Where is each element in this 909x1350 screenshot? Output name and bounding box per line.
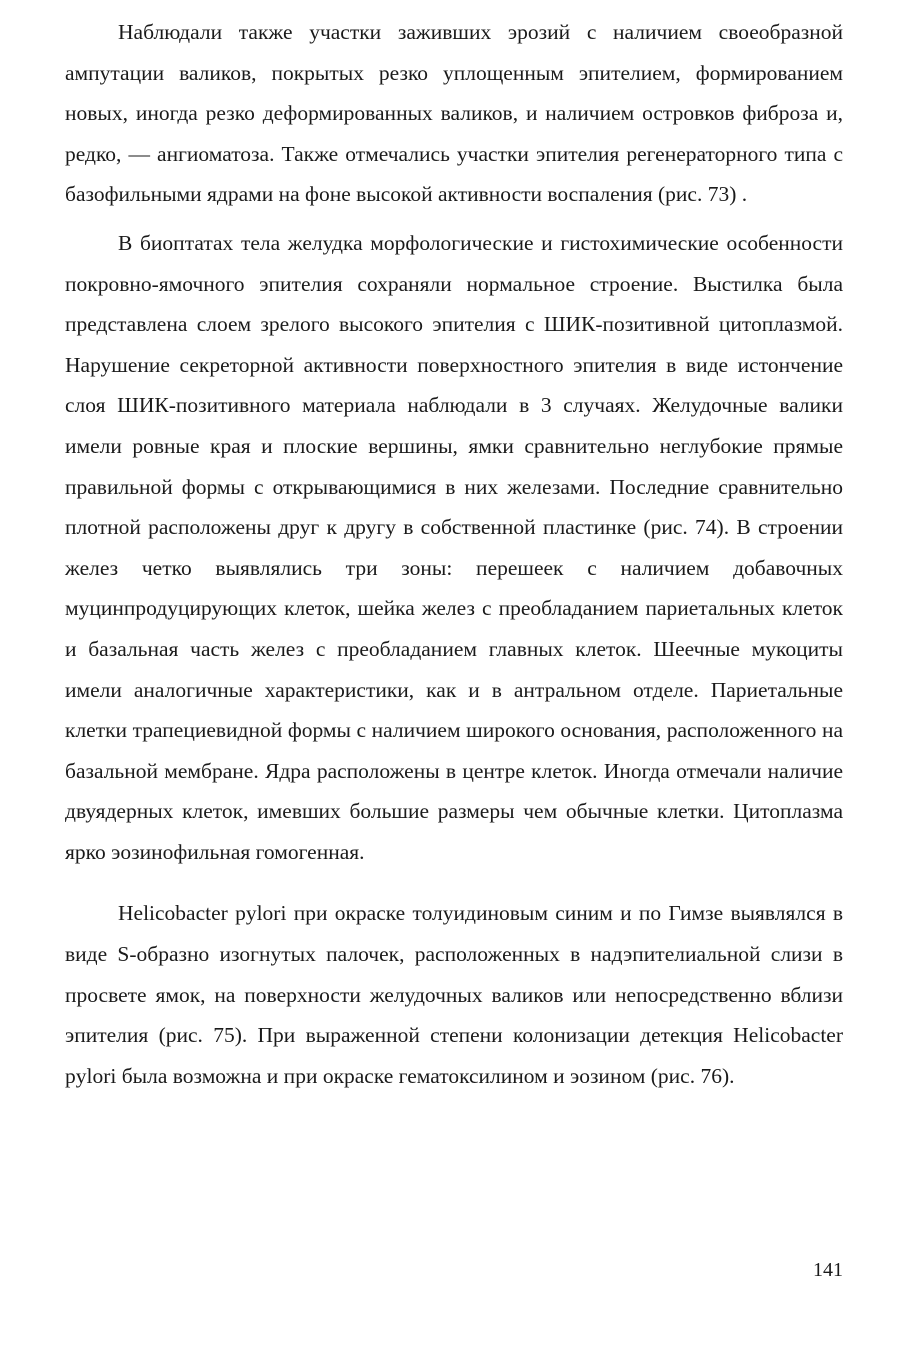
paragraph-helicobacter-pylori: Helicobacter pylori при окраске толуидиновым синим и по Гимзе выявлялся в виде S-образно изогнутых палочек, расположенных в надэпителиальной слизи в просвете ямок, на поверхности желудочных валиков или непосредственно вблизи эпителия (рис. 75). При выраженной степени колонизации детекция Helicobacter pylori была возможна и при окраске гематоксилином и эозином (рис. 76). [65, 901, 843, 1088]
page-number: 141 [813, 1259, 843, 1281]
paragraph-eroded-areas: Наблюдали также участки заживших эрозий с наличием своеобразной ампутации валиков, покрытых резко уплощенным эпителием, формированием новых, иногда резко деформированных валиков, и наличием островков фиброза и, редко, — ангиоматоза. Также отмечались участки эпителия регенераторного типа с базофильными ядрами на фоне высокой активности воспаления (рис. 73) . [65, 20, 843, 207]
paragraph-stomach-body-biopsies: В биоптатах тела желудка морфологические и гистохимические особенности покровно-ямочного эпителия сохраняли нормальное строение. Выстилка была представлена слоем зрелого высокого эпителия с ШИК-позитивной цитоплазмой. Нарушение секреторной активности поверхностного эпителия в виде истончение слоя ШИК-позитивного материала наблюдали в 3 случаях. Желудочные валики имели ровные края и плоские вершины, ямки сравнительно неглубокие прямые правильной формы с открывающимися в них железами. Последние сравнительно плотной расположены друг к другу в собственной пластинке (рис. 74). В строении желез четко выявлялись три зоны: перешеек с наличием добавочных муцинпродуцирующих клеток, шейка желез с преобладанием париетальных клеток и базальная часть желез с преобладанием главных клеток. Шеечные мукоциты имели аналогичные характеристики, как и в антральном отделе. Париетальные клетки трапециевидной формы с наличием широкого основания, расположенного на базальной мембране. Ядра расположены в центре клеток. Иногда отмечали наличие двуядерных клеток, имевших большие размеры чем обычные клетки. Цитоплазма ярко эозинофильная гомогенная. [65, 230, 843, 864]
document-page [65, 12, 843, 1096]
